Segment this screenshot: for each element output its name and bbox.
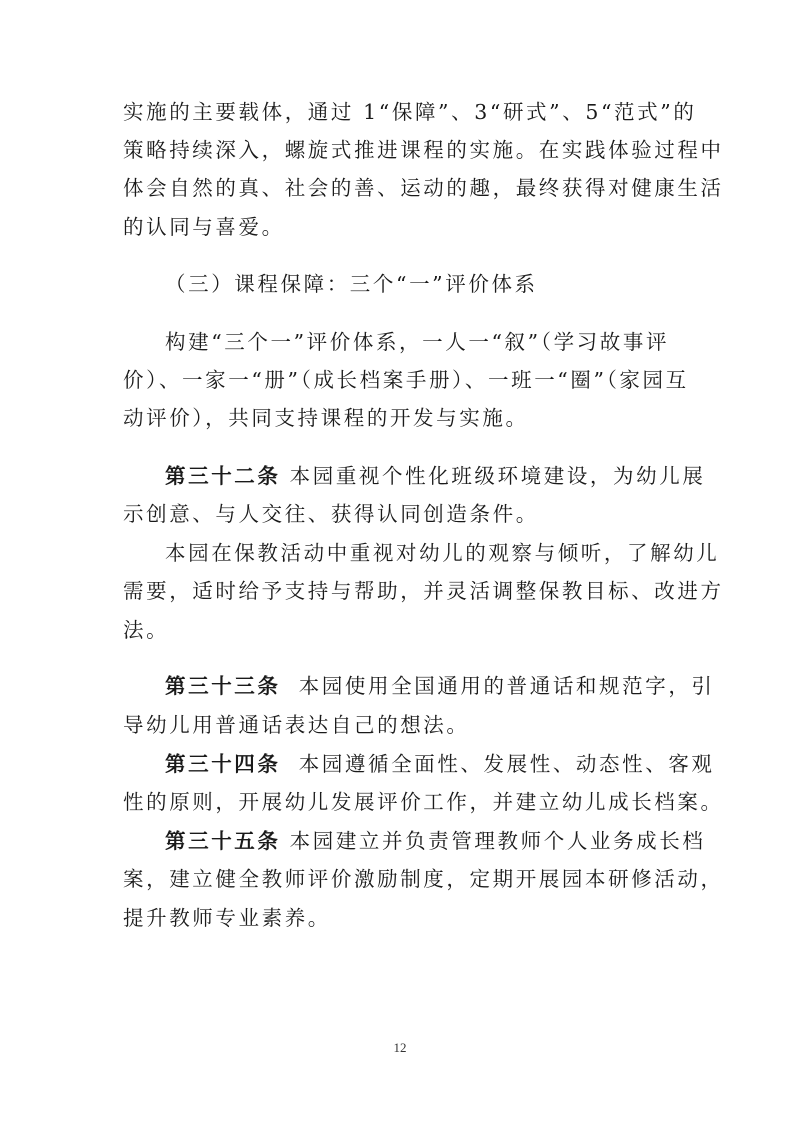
article-number: 第三十三条 [165,674,281,698]
body-line: 需要，适时给予支持与帮助，并灵活调整保教目标、改进方 [123,579,724,603]
body-line: 体会自然的真、社会的善、运动的趣，最终获得对健康生活 [123,176,724,200]
body-line: 法。 [123,618,170,642]
body-line: 案，建立健全教师评价激励制度，定期开展园本研修活动， [123,867,724,891]
body-line: 的认同与喜爱。 [123,215,285,239]
article-text: 本园重视个性化班级环境建设，为幼儿展 [280,464,706,488]
body-line: 示创意、与人交往、获得认同创造条件。 [123,502,539,526]
body-line: 性的原则，开展幼儿发展评价工作，并建立幼儿成长档案。 [123,790,724,814]
article-number: 第三十二条 [165,464,281,488]
article-first-line [165,462,705,490]
article-first-line [165,672,715,700]
body-line: 构建“三个一”评价体系，一人一“叙”（学习故事评 [165,330,670,354]
article-first-line [165,750,715,778]
article-number: 第三十五条 [165,829,281,853]
section-heading: （三）课程保障：三个“一”评价体系 [165,272,538,296]
article-text: 本园建立并负责管理教师个人业务成长档 [280,829,706,853]
body-line: 实施的主要载体，通过 1“保障”、3“研式”、5“范式”的 [123,100,697,124]
body-line: 提升教师专业素养。 [123,906,331,930]
article-text: 本园遵循全面性、发展性、动态性、客观 [280,752,715,776]
article-number: 第三十四条 [165,752,281,776]
article-text: 本园使用全国通用的普通话和规范字，引 [280,674,715,698]
body-line: 本园在保教活动中重视对幼儿的观察与倾听，了解幼儿 [165,541,720,565]
body-line: 导幼儿用普通话表达自己的想法。 [123,713,470,737]
body-line: 策略持续深入，螺旋式推进课程的实施。在实践体验过程中 [123,138,724,162]
page-number: 12 [393,1040,407,1055]
body-line: 价）、一家一“册”（成长档案手册）、一班一“圈”（家园互 [123,368,689,392]
article-first-line [165,827,705,855]
body-line: 动评价），共同支持课程的开发与实施。 [123,406,529,430]
